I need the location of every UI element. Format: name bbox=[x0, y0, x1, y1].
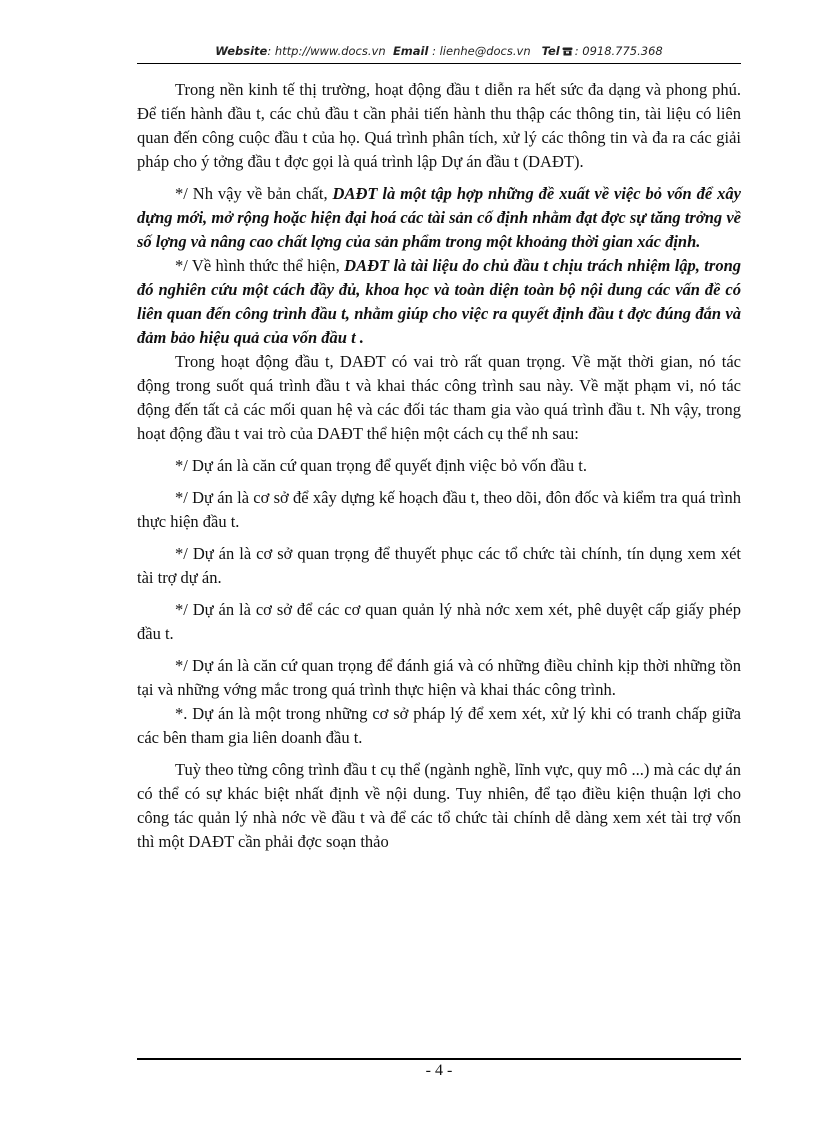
paragraph-2-definition: DAĐT là một tập hợp những đề xuất về việc bỏ vốn để xây dựng mới, mở rộng hoặc hiện đại hoá các tài sản cố định nhằm đạt đợc sự tăng trởng về số lợng và nâng cao chất lợng của sản phẩm trong một khoảng thời gian xác định. bbox=[137, 184, 741, 251]
paragraph-3 bbox=[137, 254, 741, 350]
tel-label: Tel bbox=[541, 44, 560, 58]
page-header bbox=[137, 44, 741, 58]
tel-value: : 0918.775.368 bbox=[574, 44, 663, 58]
paragraph-9: */ Dự án là căn cứ quan trọng để đánh giá và có những điều chỉnh kịp thời những tồn tại và những vớng mắc trong quá trình thực hiện và khai thác công trình. bbox=[137, 656, 741, 699]
header-rule bbox=[137, 63, 741, 64]
paragraph-3-intro: */ Về hình thức thể hiện, bbox=[175, 256, 345, 275]
paragraph-11: Tuỳ theo từng công trình đầu t cụ thể (ngành nghề, lĩnh vực, quy mô ...) mà các dự án có thể có sự khác biệt nhất định về nội dung. Tuy nhiên, để tạo điều kiện thuận lợi cho công tác quản lý nhà nớc về đầu t và để các tổ chức tài chính dễ dàng xem xét tài trợ vốn thì một DAĐT cần phải đợc soạn thảo bbox=[137, 760, 741, 851]
paragraph-3-definition: DAĐT là tài liệu do chủ đầu t chịu trách nhiệm lập, trong đó nghiên cứu một cách đầy đủ, khoa học và toàn diện toàn bộ nội dung các vấn đề có liên quan đến công trình đầu t, nhằm giúp cho việc ra quyết định đầu t đợc đúng đắn và đảm bảo hiệu quả của vốn đầu t . bbox=[137, 256, 741, 347]
email-value: : lienhe@docs.vn bbox=[432, 44, 531, 58]
paragraph-2-intro: */ Nh vậy về bản chất, bbox=[175, 184, 333, 203]
paragraph-5: */ Dự án là căn cứ quan trọng để quyết định việc bỏ vốn đầu t. bbox=[175, 456, 587, 475]
page-number: - 4 - bbox=[425, 1062, 453, 1079]
website-label: Website bbox=[215, 44, 268, 58]
paragraph-1: Trong nền kinh tế thị trường, hoạt động đầu t diễn ra hết sức đa dạng và phong phú. Để tiến hành đầu t, các chủ đầu t cần phải tiến hành thu thập các thông tin, tài liệu có liên quan đến công cuộc đầu t của họ. Quá trình phân tích, xử lý các thông tin và đa ra các giải pháp cho ý tởng đầu t đợc gọi là quá trình lập Dự án đầu t (DAĐT). bbox=[137, 80, 741, 171]
paragraph-6: */ Dự án là cơ sở để xây dựng kế hoạch đầu t, theo dõi, đôn đốc và kiểm tra quá trình thực hiện đầu t. bbox=[137, 488, 741, 531]
paragraph-7: */ Dự án là cơ sở quan trọng để thuyết phục các tổ chức tài chính, tín dụng xem xét tài trợ dự án. bbox=[137, 544, 741, 587]
paragraph-2 bbox=[137, 182, 741, 254]
telephone-icon bbox=[562, 47, 573, 56]
paragraph-10: *. Dự án là một trong những cơ sở pháp lý để xem xét, xử lý khi có tranh chấp giữa các bên tham gia liên doanh đầu t. bbox=[137, 704, 741, 747]
website-value: : http://www.docs.vn bbox=[267, 44, 386, 58]
footer-rule bbox=[137, 1058, 741, 1060]
document-body bbox=[137, 78, 741, 854]
paragraph-8: */ Dự án là cơ sở để các cơ quan quản lý nhà nớc xem xét, phê duyệt cấp giấy phép đầu t. bbox=[137, 600, 741, 643]
paragraph-4: Trong hoạt động đầu t, DAĐT có vai trò rất quan trọng. Về mặt thời gian, nó tác động trong suốt quá trình đầu t và khai thác công trình sau này. Về mặt phạm vi, nó tác động đến tất cả các mối quan hệ và các đối tác tham gia vào quá trình đầu t. Nh vậy, trong hoạt động đầu t vai trò của DAĐT thể hiện một cách cụ thể nh sau: bbox=[137, 352, 741, 443]
email-label: Email bbox=[392, 44, 429, 58]
